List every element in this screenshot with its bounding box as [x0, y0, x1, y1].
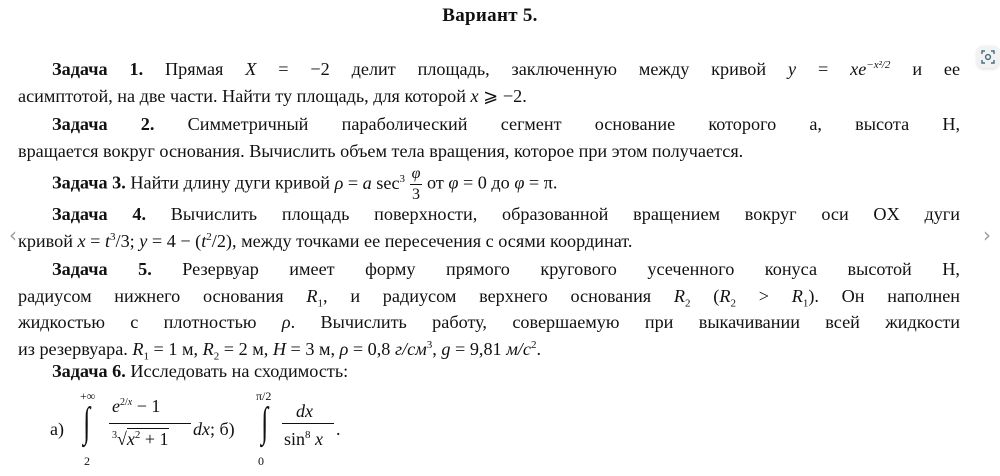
page-title: Вариант 5. [442, 5, 538, 26]
task-5-line-3: жидкостью с плотностью ρ. Вычислить работу, совершаемую при выкачивании всей жидкости [18, 312, 961, 332]
task-3-from: от [426, 172, 444, 193]
task-3-formula: ρ = a $\sec^3$ $\frac{\varphi}{3}$ [334, 165, 421, 203]
integral-a-lower: 2 [84, 454, 90, 468]
task-3-text-a: Найти длину дуги кривой [130, 172, 331, 193]
task-1-text-d: асимптотой, на две части. Найти ту площадь, для которой [18, 86, 466, 106]
task-6-text-a: Исследовать на сходимость: [130, 361, 349, 381]
task-5-line-2: радиусом нижнего основания $R_1$, и радиусом верхнего основания $R_2$ $(R_2 > R_1)$. Он наполнен [18, 286, 961, 310]
next-arrow-icon[interactable]: › [983, 223, 991, 247]
integral-b-lower: 0 [258, 454, 264, 468]
task-5-label: Задача 5. [52, 259, 152, 279]
integral-b-upper: π/2 [256, 389, 272, 403]
task-1-text-c: и ее [912, 59, 961, 79]
task-1-cond: ⩾ −2. [483, 86, 527, 106]
task-2-line-1 [52, 111, 960, 137]
integral-b-denominator: $\sin^8 x$ [284, 429, 324, 449]
integral-b-numerator: dx [296, 401, 313, 421]
task-3-phi-1: φ [448, 172, 459, 193]
task-1-line-2 [18, 83, 960, 109]
task-4-label: Задача 4. [52, 204, 146, 224]
task-1-text-b: = −2 делит площадь, заключенную между кривой [278, 59, 767, 79]
integral-a-fraction-bar [109, 423, 191, 424]
task-3-line-1 [52, 166, 960, 203]
task-3-to: до [491, 172, 510, 193]
integral-a-denominator: $^3√x^2 + 1$ [112, 429, 169, 449]
task-3-label: Задача 3. [52, 172, 126, 193]
part-a-label: а) [50, 419, 64, 439]
integral-b-fraction-bar [282, 423, 334, 424]
image-search-button[interactable] [977, 46, 999, 68]
task-2-line-2: вращается вокруг основания. Вычислить объем тела вращения, которое при этом получается. [18, 141, 744, 161]
task-1-formula: $y = xe^{-x^2/2}$ [788, 58, 891, 79]
integral-b-end: . [336, 419, 341, 439]
integral-a-dx: dx; б) [193, 419, 235, 439]
previous-arrow-icon[interactable]: ‹ [9, 223, 17, 247]
integral-a-upper: +∞ [80, 389, 96, 403]
integral-b-sign: ∫ [261, 400, 269, 446]
integral-a-sign: ∫ [83, 400, 91, 446]
task-1-var-x: X [245, 59, 257, 79]
integral-a-numerator: $e^{2/x} - 1$ [112, 396, 161, 416]
task-2-label: Задача 2. [52, 114, 155, 134]
task-5-text-a: Резервуар имеет форму прямого кругового усеченного конуса высотой Н, [182, 259, 960, 279]
task-5-line-1 [52, 256, 960, 282]
task-2-text-a: Симметричный параболический сегмент основание которого а, высота Н, [187, 114, 960, 134]
task-1-var: x [470, 86, 479, 106]
task-1-text-a: Прямая [165, 59, 224, 79]
task-3-fraction: $\frac{\varphi}{3}$ [411, 165, 421, 203]
task-4-line-2: кривой $x = t^3/3$; $y = 4 - (t^2/2)$, между точками ее пересечения с осями координат. [18, 230, 633, 251]
task-4-line-1 [52, 201, 960, 227]
camera-lens-icon [981, 50, 995, 64]
task-6-line-1 [52, 358, 960, 384]
task-1-label: Задача 1. [52, 59, 144, 79]
task-4-text-a: Вычислить площадь поверхности, образованной вращением вокруг оси OX дуги [170, 204, 960, 224]
task-6-label: Задача 6. [52, 361, 126, 381]
task-1-line-1 [52, 56, 960, 82]
task-3-eq-zero: = 0 [462, 172, 487, 193]
task-3-eq-pi: = π. [528, 172, 558, 193]
task-5-line-4: из резервуара. $R_1 = 1$ м, $R_2 = 2$ м, H = 3 м, ρ = 0,8 $г/см^3$, g = 9,81 $м/с^2$. [18, 338, 541, 363]
task-3-phi-2: φ [514, 172, 525, 193]
